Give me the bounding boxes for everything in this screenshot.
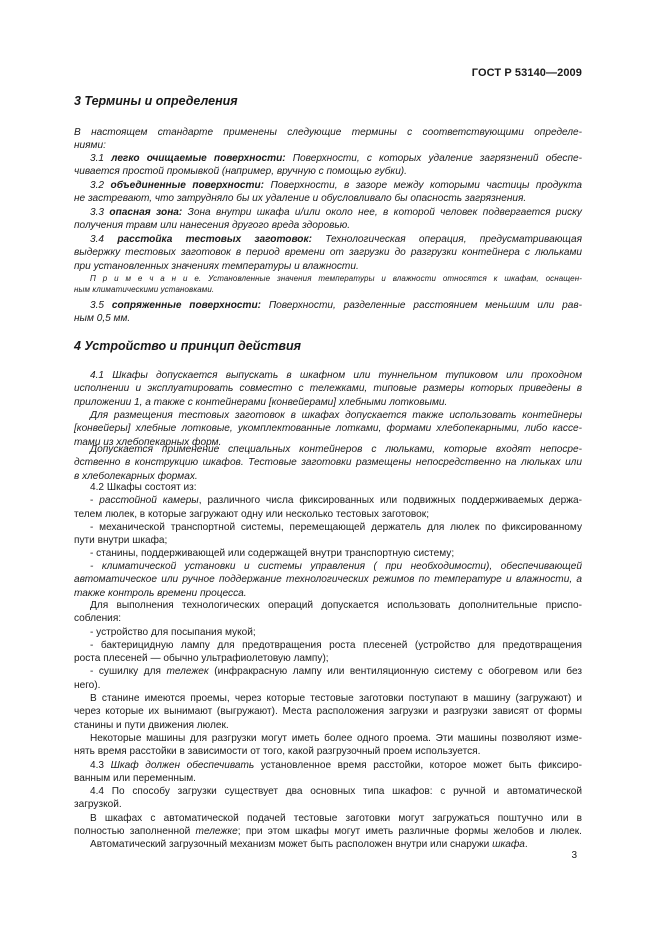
page-number: 3 xyxy=(571,850,577,861)
para-4-2-b: Для выполнения технологических операций допускается использовать дополнительные приспо- собления: - устройство для посыпания мукой; - бактерицидную лампу для предотвращения роста плесеней (устройство для предотвращения роста плесеней — обычно ультрафиолетовую лампу); - сушилку для тележек (инфракрасную лампу или вентиляционную систему с обогревом или без него). В станине имеются проемы, через которые тестовые заготовки поступают в машину (загружают) и через которые их вынимают (выгружают). Места расположения загрузки и разгрузки зависят от формы станины и пути движения люлек. Некоторые машины для разгрузки могут иметь более одного проема. Эти машины позволяют изме- нять время расстойки в зависимости от того, какой разгрузочный проем используется. 4.3 Шкаф должен обеспечивать установленное время расстойки, которое может быть фиксиро- ванным или переменным. 4.4 По способу загрузки существует два основных типа шкафов: с ручной и автоматической загрузкой. В шкафах с автоматической подачей тестовые заготовки могут загружаться поштучно или в полностью заполненной тележке; при этом шкафы могут иметь различные формы желобов и люлек. Автоматический загрузочный механизм может быть расположен внутри или снаружи шкафа. xyxy=(74,600,582,851)
term-3-1: 3.1 легко очищаемые поверхности: Поверхности, с которых удаление загрязнений обеспе- чивается простой промывкой (например, вручную с помощью губки). xyxy=(74,153,583,178)
term-3-2: 3.2 объединенные поверхности: Поверхности, в зазоре между которыми частицы продукта не застревают, что затрудняло бы их удаление и обусловливало бы опасность загрязнения. xyxy=(74,180,583,205)
term-3-5: 3.5 сопряженные поверхности: Поверхности, разделенные расстоянием меньшим или рав- ным 0,5 мм. xyxy=(74,300,582,325)
section-3-title: 3 Термины и определения xyxy=(74,94,238,108)
note-3: П р и м е ч а н и е. Установленные значения температуры и влажности относятся к шкафам, оснащен- ным климатическими установками. xyxy=(74,274,582,294)
section-3-intro: В настоящем стандарте применены следующие термины с соответствующими определе- ниями: xyxy=(74,127,582,152)
para-4-1-c: Допускается применение специальных контейнеров с люльками, которые входят непосре- дственно в конструкцию шкафов. Тестовые заготовки размещены непосредственно на люльках или в хлеболекарных формах. xyxy=(74,444,582,482)
term-3-3: 3.3 опасная зона: Зона внутри шкафа и/или около нее, в которой человек подвергается риску получения травм или нанесения другого вреда здоровью. xyxy=(74,207,582,232)
list-item-climate: - климатической установки и системы управления ( при необходимости), обеспечивающей автоматическое или ручное поддержание технологических режимов по температуре и влажности, а также контроль времени процесса. xyxy=(74,561,582,599)
para-4-2: 4.2 Шкафы состоят из: - расстойной камеры, различного числа фиксированных или подвижных поддерживаемых держа- телем люлек, в которые загружают одну или несколько тестовых заготовок; - механической транспортной системы, перемещающей держатель для люлек по фиксированному пути внутри шкафа; - станины, поддерживающей или содержащей внутри транспортную систему; xyxy=(74,482,582,560)
standard-header: ГОСТ Р 53140—2009 xyxy=(471,67,582,79)
para-4-1-b: Для размещения тестовых заготовок в шкафах допускается также использовать контейнеры [конвейеры] хлебные лотковые, укомплектованные лотками, формами хлебопекарными, либо кассе- тами из хлебопекарных форм. xyxy=(74,410,582,448)
para-4-1: 4.1 Шкафы допускается выпускать в шкафном или туннельном тупиковом или проходном исполнении и эксплуатировать совместно с тележками, типовые размеры которых приведены в приложении 1, а также с контейнерами [конвейерами] хлебными лотковыми. xyxy=(74,370,582,408)
section-4-title: 4 Устройство и принцип действия xyxy=(74,339,301,353)
term-3-4: 3.4 расстойка тестовых заготовок: Технологическая операция, предусматривающая выдержку тестовых заготовок в период времени от загрузки до разгрузки контейнера с люльками при установленных значениях температуры и влажности. xyxy=(74,234,582,272)
